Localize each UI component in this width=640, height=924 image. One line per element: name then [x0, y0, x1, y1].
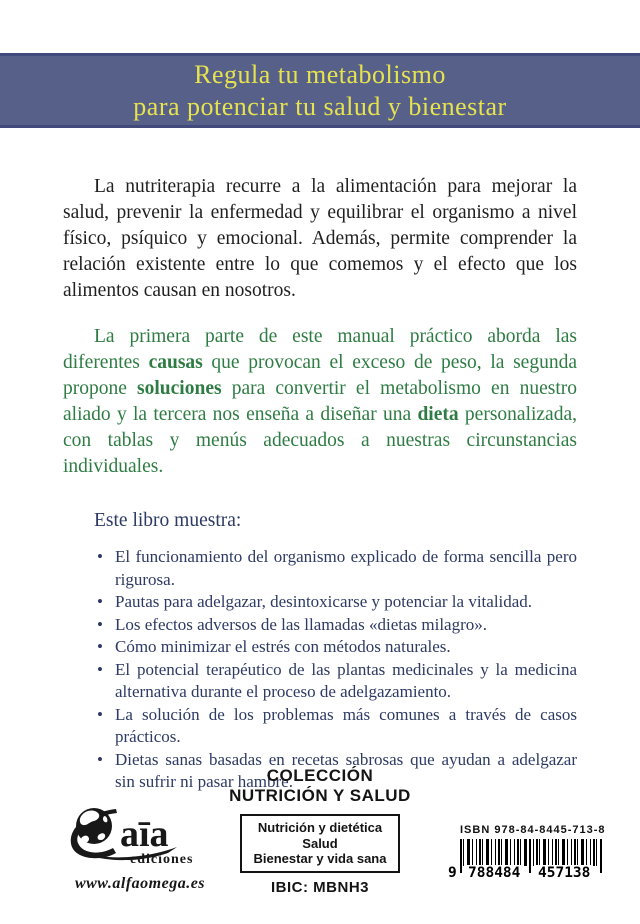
feature-item: • Pautas para adelgazar, desintoxicarse y potenciar la vitalidad.	[97, 591, 577, 614]
publisher-website: www.alfaomega.es	[74, 875, 206, 892]
body-content	[63, 128, 577, 794]
summary-paragraph	[63, 324, 577, 480]
summary-segment: La primera parte de este manual práctico aborda las diferentes	[63, 326, 577, 373]
feature-item: • Los efectos adversos de las llamadas «dietas milagro».	[97, 614, 577, 637]
publisher-name: aīa	[120, 813, 169, 855]
keyword-causas: causas	[148, 352, 203, 373]
summary-segment: que provocan el exceso de peso, la segunda propone	[63, 352, 577, 399]
collection-title-line2: NUTRICIÓN Y SALUD	[229, 786, 411, 805]
barcode-guard	[529, 839, 531, 873]
summary-segment: para convertir el metabolismo en nuestro aliado y la tercera nos enseña a diseñar una	[63, 378, 577, 425]
features-heading: Este libro muestra:	[94, 510, 242, 531]
category-line: Salud	[302, 835, 338, 851]
features-list	[63, 546, 577, 794]
feature-item: • El potencial terapéutico de las plantas medicinales y la medicina alternativa durante el proceso de adelgazamiento.	[97, 659, 577, 704]
feature-item: • La solución de los problemas más comunes a través de casos prácticos.	[97, 704, 577, 749]
feature-item: • Dietas sanas basadas en recetas sabrosas que ayudan a adelgazar sin sufrir ni pasar hambre.	[97, 749, 577, 794]
barcode-guard	[460, 839, 462, 873]
barcode-digit-group1: 788484	[468, 865, 521, 881]
globe-icon	[76, 808, 112, 844]
feature-item: • Cómo minimizar el estrés con métodos naturales.	[97, 636, 577, 659]
isbn-label: ISBN 978-84-8445-713-8	[460, 824, 606, 836]
keyword-soluciones: soluciones	[137, 378, 222, 399]
feature-item: • El funcionamiento del organismo explicado de forma sencilla pero rigurosa.	[97, 546, 577, 591]
banner-line-1: Regula tu metabolismo	[194, 59, 446, 89]
category-line: Bienestar y vida sana	[253, 851, 387, 866]
barcode-digit-group2: 457138	[538, 865, 591, 881]
category-line: Nutrición y dietética	[257, 820, 383, 835]
barcode-bars	[448, 839, 602, 881]
barcode-stripes	[460, 839, 602, 866]
categories-box	[240, 814, 401, 873]
title-banner	[0, 53, 640, 128]
barcode-guard	[600, 839, 602, 873]
gaia-logo	[64, 806, 216, 868]
keyword-dieta: dieta	[417, 404, 459, 425]
collection-title-line1: COLECCIÓN	[266, 766, 374, 785]
publisher-logo	[60, 806, 220, 893]
intro-paragraph: La nutriterapia recurre a la alimentación para mejorar la salud, prevenir la enfermedad y equilibrar el organismo a nivel físico, psíquico y emocional. Además, permite comprender la relación existente entre lo que comemos y el efecto que los alimentos causan en nosotros.	[63, 176, 577, 301]
isbn-barcode	[448, 824, 608, 879]
barcode-digit-left: 9	[448, 865, 457, 881]
ibic-code: IBIC: MBNH3	[271, 878, 369, 896]
publisher-subtitle: ediciones	[130, 852, 194, 867]
banner-line-2: para potenciar tu salud y bienestar	[133, 91, 507, 121]
summary-segment: personalizada, con tablas y menús adecuados a nuestras circunstancias individuales.	[63, 404, 577, 477]
